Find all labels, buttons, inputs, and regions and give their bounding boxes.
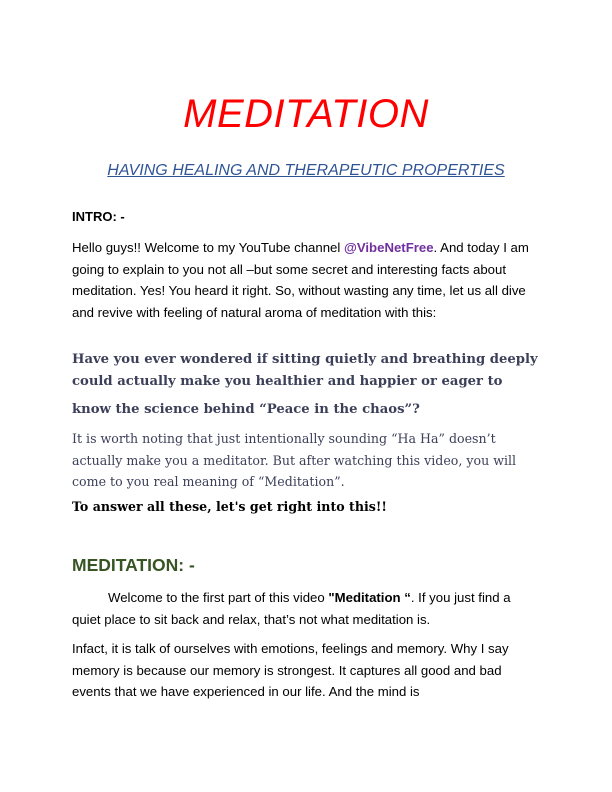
channel-handle: @VibeNetFree	[343, 240, 434, 255]
document-subtitle: HAVING HEALING AND THERAPEUTIC PROPERTIES	[107, 162, 505, 179]
intro-text-start: Hello guys!! Welcome to my YouTube channel	[72, 240, 344, 255]
section-para1-end: . If you just find a quiet place to sit back and relax, that’s not what meditation is.	[72, 590, 511, 627]
note-paragraph: It is worth noting that just intentionally sounding “Ha Ha” doesn’t actually make you a meditator. But after watching this video, you will come to you real meaning of “Meditation”.	[72, 431, 517, 489]
section-para1-bold: "Meditation “	[328, 590, 411, 605]
question-paragraph: Have you ever wondered if sitting quietly and breathing deeply could actually make you healthier and happier or eager to	[72, 352, 538, 389]
section-heading: MEDITATION: -	[72, 555, 195, 575]
intro-paragraph	[72, 237, 542, 323]
intro-heading: INTRO: -	[72, 209, 125, 224]
section-paragraph-1	[72, 587, 542, 630]
section-para1-start: Welcome to the first part of this video	[108, 590, 329, 605]
section-paragraph-2: Infact, it is talk of ourselves with emotions, feelings and memory. Why I say memory is because our memory is strongest. It captures all good and bad events that we have experienced in our life. And the mind is	[72, 641, 509, 699]
question-paragraph-continued: know the science behind “Peace in the chaos”?	[72, 402, 420, 417]
answer-line: To answer all these, let's get right into this!!	[72, 499, 387, 514]
document-title: MEDITATION	[183, 92, 429, 136]
intro-text-rest: . And today I am going to explain to you not all –but some secret and interesting facts about meditation. Yes! You heard it right. So, without wasting any time, let us all dive and revive with feeling of natural aroma of meditation with this:	[72, 240, 529, 320]
